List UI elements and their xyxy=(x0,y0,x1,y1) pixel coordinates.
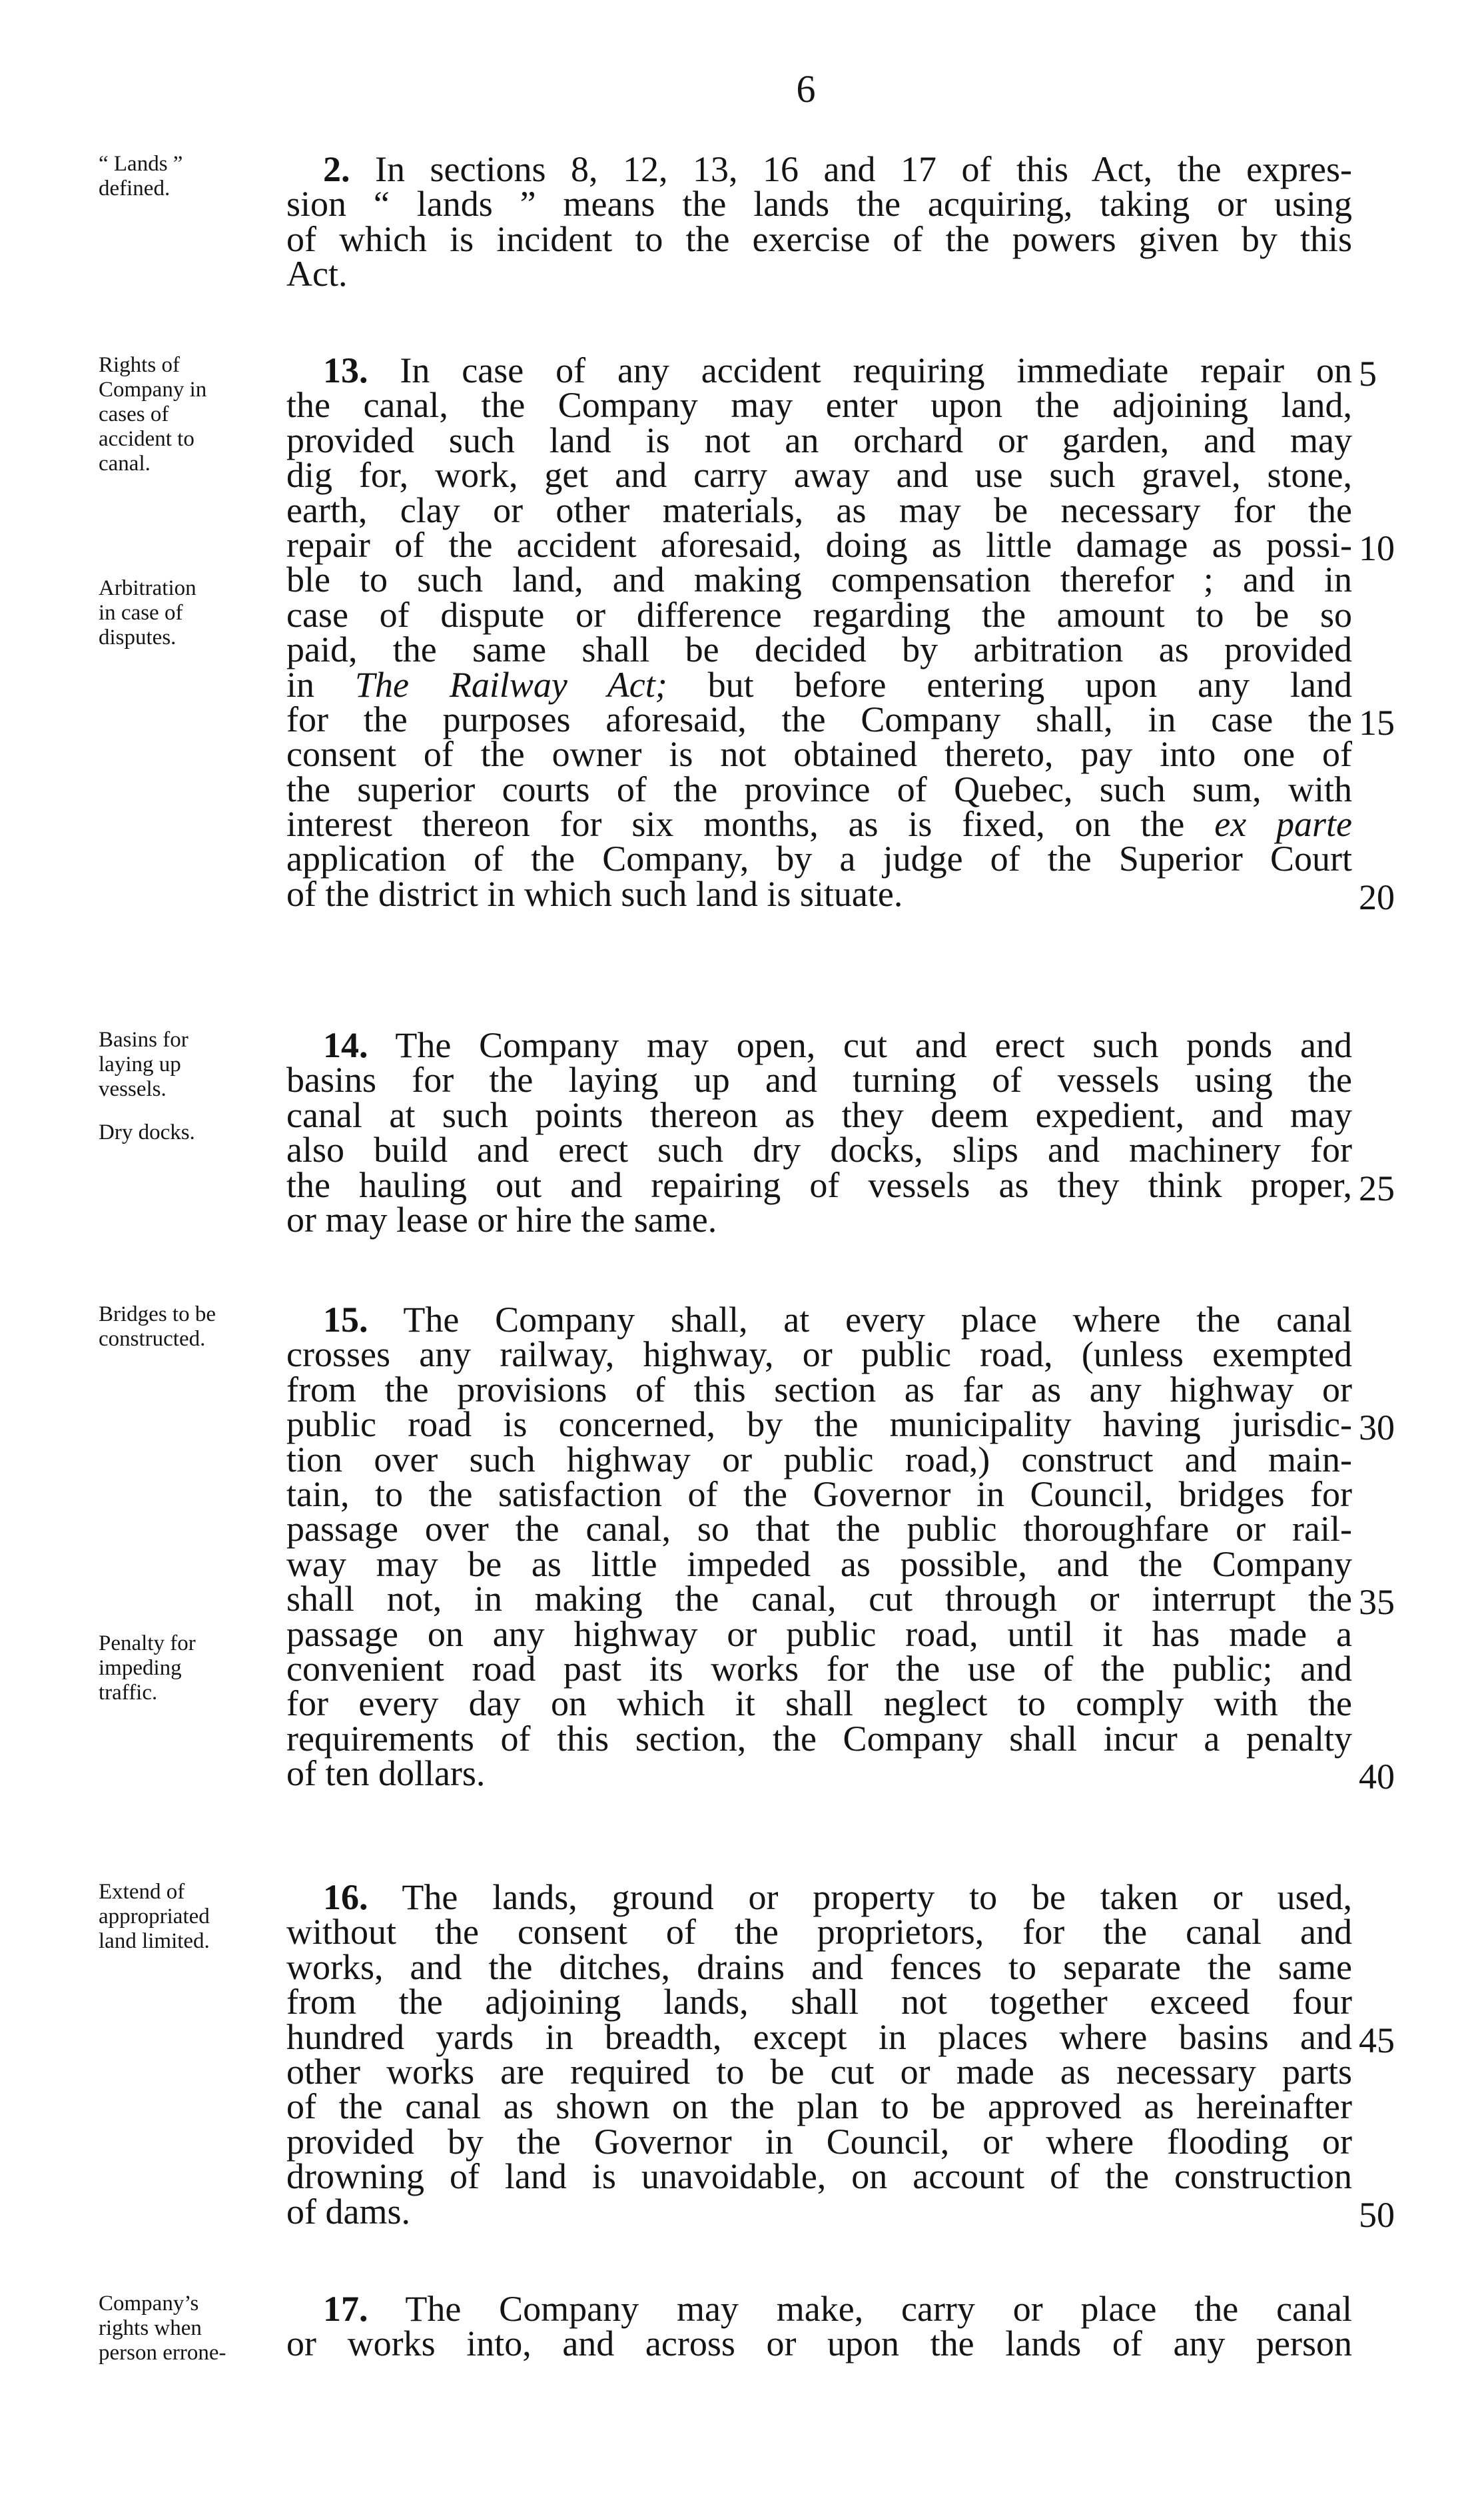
text-line: of ten dollars. xyxy=(286,1753,486,1794)
marginal-note xyxy=(99,1880,285,1972)
text-line: 13. In case of any accident requiring immediate repair on xyxy=(323,350,1352,390)
text-line: passage over the canal, so that the public thoroughfare or rail- xyxy=(286,1509,1352,1549)
text-line: application of the Company, by a judge of the Superior Court xyxy=(286,839,1352,879)
marginal-note xyxy=(99,2292,285,2384)
marginal-note-line: Bridges to be xyxy=(99,1302,216,1326)
marginal-note xyxy=(99,353,285,669)
text-line: without the consent of the proprietors, for the canal and xyxy=(286,1912,1352,1952)
text-line: in The Railway Act; but before entering upon any land xyxy=(286,664,1352,705)
line-number: 25 xyxy=(1359,1168,1395,1208)
line-number: 15 xyxy=(1359,703,1395,743)
marginal-note-line: Basins for xyxy=(99,1028,188,1052)
text-line: 17. The Company may make, carry or place the canal xyxy=(323,2289,1352,2329)
text-line: of dams. xyxy=(286,2191,410,2232)
marginal-note-rights-of-company xyxy=(99,353,285,476)
text-line: earth, clay or other materials, as may be necessary for the xyxy=(286,490,1352,530)
text-line: public road is concerned, by the municipality having jurisdic- xyxy=(286,1404,1352,1445)
text-line: other works are required to be cut or made as necessary parts xyxy=(286,2051,1352,2092)
marginal-note-extent xyxy=(99,1880,285,1954)
marginal-note-bridges xyxy=(99,1302,285,1352)
text-line: or works into, and across or upon the lands of any person xyxy=(286,2323,1352,2364)
text-line: ble to such land, and making compensation therefor ; and in xyxy=(286,560,1352,600)
line-number: 35 xyxy=(1359,1582,1395,1622)
section-number: 14. xyxy=(323,1025,368,1065)
text-line: from the provisions of this section as far as any highway or xyxy=(286,1369,1352,1410)
section-body xyxy=(286,2289,1352,2364)
marginal-note-line: land limited. xyxy=(99,1929,210,1953)
marginal-note-line: rights when xyxy=(99,2316,202,2340)
text-line: of the district in which such land is situate. xyxy=(286,873,903,914)
text-line: 2. In sections 8, 12, 13, 16 and 17 of this Act, the expres- xyxy=(323,149,1352,189)
text-line: hundred yards in breadth, except in places where basins and xyxy=(286,2016,1352,2057)
text-line: works, and the ditches, drains and fences to separate the same xyxy=(286,1946,1352,1987)
text-line: consent of the owner is not obtained thereto, pay into one of xyxy=(286,734,1352,775)
text-line: case of dispute or difference regarding the amount to be so xyxy=(286,594,1352,635)
text-line: requirements of this section, the Company shall incur a penalty xyxy=(286,1718,1352,1759)
marginal-note xyxy=(99,1302,285,1724)
marginal-note-line: Rights of xyxy=(99,353,180,377)
marginal-note-line: Extend of xyxy=(99,1880,185,1904)
marginal-note-line: constructed. xyxy=(99,1327,206,1351)
marginal-note-line: accident to xyxy=(99,427,194,451)
marginal-note xyxy=(99,1028,285,1164)
text-line: way may be as little impeded as possible, and the Company xyxy=(286,1543,1352,1584)
text-line: paid, the same shall be decided by arbitration as provided xyxy=(286,630,1352,670)
marginal-note-line: disputes. xyxy=(99,626,177,649)
text-line: 16. The lands, ground or property to be taken or used, xyxy=(323,1877,1352,1917)
text-line: 14. The Company may open, cut and erect such ponds and xyxy=(323,1025,1352,1065)
text-line: interest thereon for six months, as is fixed, on the ex parte xyxy=(286,804,1352,845)
marginal-note-line: impeding xyxy=(99,1656,182,1680)
text-line: 15. The Company shall, at every place where the canal xyxy=(323,1300,1352,1340)
section-number: 17. xyxy=(323,2289,368,2329)
section-body xyxy=(286,1300,1352,1794)
line-number: 10 xyxy=(1359,528,1395,568)
marginal-note-line: vessels. xyxy=(99,1077,167,1101)
marginal-note-line: cases of xyxy=(99,402,169,426)
section-number: 2. xyxy=(323,149,350,189)
marginal-note-line: defined. xyxy=(99,177,171,201)
page-number: 6 xyxy=(796,67,816,111)
text-line: Act. xyxy=(286,254,348,294)
marginal-note-company-rights xyxy=(99,2292,285,2365)
text-line: tain, to the satisfaction of the Governor in Council, bridges for xyxy=(286,1473,1352,1514)
text-line: for every day on which it shall neglect to comply with the xyxy=(286,1683,1352,1724)
text-line: sion “ lands ” means the lands the acquiring, taking or using xyxy=(286,184,1352,224)
marginal-note-line: canal. xyxy=(99,452,151,476)
text-line: provided by the Governor in Council, or where flooding or xyxy=(286,2121,1352,2162)
marginal-note-line: “ Lands ” xyxy=(99,152,183,176)
line-number: 5 xyxy=(1359,354,1377,394)
line-number: 20 xyxy=(1359,877,1395,917)
marginal-note-line: person errone- xyxy=(99,2341,226,2365)
marginal-note-line: Arbitration xyxy=(99,576,196,600)
section-number: 16. xyxy=(323,1877,368,1917)
section-body xyxy=(286,350,1352,914)
marginal-note-line: Penalty for xyxy=(99,1631,196,1655)
text-line: tion over such highway or public road,) construct and main- xyxy=(286,1439,1352,1479)
line-number: 30 xyxy=(1359,1408,1395,1448)
section-number: 15. xyxy=(323,1300,368,1340)
marginal-note-penalty xyxy=(99,1631,285,1705)
text-line: or may lease or hire the same. xyxy=(286,1199,717,1240)
text-line: the superior courts of the province of Quebec, such sum, with xyxy=(286,769,1352,809)
marginal-note-line: Dry docks. xyxy=(99,1120,195,1144)
text-line: repair of the accident aforesaid, doing as little damage as possi- xyxy=(286,524,1352,565)
marginal-note-line: Company in xyxy=(99,378,207,402)
text-line: canal at such points thereon as they deem expedient, and may xyxy=(286,1094,1352,1135)
marginal-note xyxy=(99,152,285,220)
text-line: drowning of land is unavoidable, on account of the construction xyxy=(286,2156,1352,2197)
text-line: crosses any railway, highway, or public road, (unless exempted xyxy=(286,1334,1352,1375)
marginal-note-arbitration xyxy=(99,576,285,650)
text-line: passage on any highway or public road, until it has made a xyxy=(286,1613,1352,1654)
line-number: 45 xyxy=(1359,2020,1395,2060)
marginal-note-basins xyxy=(99,1028,285,1102)
text-line: for the purposes aforesaid, the Company shall, in case the xyxy=(286,699,1352,739)
marginal-note-dry-docks xyxy=(99,1120,285,1145)
text-line: provided such land is not an orchard or garden, and may xyxy=(286,420,1352,460)
line-number: 40 xyxy=(1359,1757,1395,1797)
text-line: also build and erect such dry docks, slips and machinery for xyxy=(286,1130,1352,1170)
text-line: the canal, the Company may enter upon the adjoining land, xyxy=(286,385,1352,426)
text-line: dig for, work, get and carry away and use such gravel, stone, xyxy=(286,455,1352,496)
text-line: of the canal as shown on the plan to be approved as hereinafter xyxy=(286,2086,1352,2127)
section-number: 13. xyxy=(323,350,368,390)
marginal-note-line: appropriated xyxy=(99,1904,210,1928)
marginal-note-lands-defined xyxy=(99,152,285,201)
section-body xyxy=(286,1877,1352,2232)
text-line: the hauling out and repairing of vessels as they think proper, xyxy=(286,1164,1352,1205)
text-line: convenient road past its works for the use of the public; and xyxy=(286,1648,1352,1689)
section-body xyxy=(286,149,1352,294)
line-number: 50 xyxy=(1359,2195,1395,2235)
marginal-note-line: laying up xyxy=(99,1052,181,1076)
marginal-note-line: in case of xyxy=(99,601,183,625)
text-line: basins for the laying up and turning of vessels using the xyxy=(286,1060,1352,1100)
section-body xyxy=(286,1025,1352,1240)
marginal-note-line: traffic. xyxy=(99,1681,158,1705)
text-line: from the adjoining lands, shall not together exceed four xyxy=(286,1982,1352,2022)
text-line: of which is incident to the exercise of the powers given by this xyxy=(286,218,1352,259)
text-line: shall not, in making the canal, cut through or interrupt the xyxy=(286,1579,1352,1619)
marginal-note-line: Company’s xyxy=(99,2292,199,2315)
